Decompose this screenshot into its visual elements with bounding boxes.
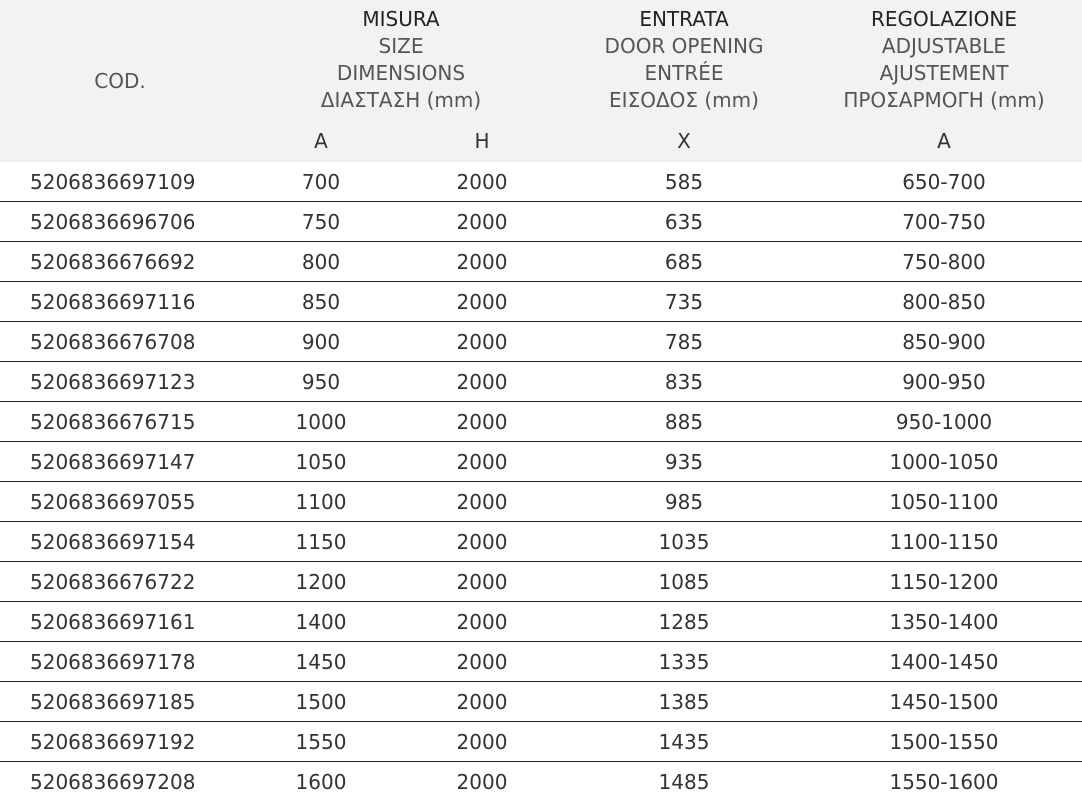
cell-opening-x: 735 (562, 282, 806, 322)
cell-code: 5206836697123 (0, 362, 240, 402)
header-entrata-it: ENTRATA (562, 6, 806, 33)
header-sub-reg-a: A (806, 120, 1082, 162)
cell-adjustable-range: 850-900 (806, 322, 1082, 362)
cell-code: 5206836697109 (0, 162, 240, 202)
cell-code: 5206836676708 (0, 322, 240, 362)
cell-opening-x: 785 (562, 322, 806, 362)
header-entrata-el: ΕΙΣΟΔΟΣ (mm) (562, 87, 806, 114)
cell-code: 5206836697147 (0, 442, 240, 482)
cell-width-a: 1100 (240, 482, 402, 522)
cell-width-a: 1600 (240, 762, 402, 801)
header-regolazione-it: REGOLAZIONE (806, 6, 1082, 33)
cell-adjustable-range: 700-750 (806, 202, 1082, 242)
header-misura-it: MISURA (240, 6, 562, 33)
cell-opening-x: 585 (562, 162, 806, 202)
table-row (0, 522, 1082, 562)
cell-code: 5206836676722 (0, 562, 240, 602)
cell-height-h: 2000 (402, 482, 562, 522)
cell-height-h: 2000 (402, 282, 562, 322)
header-misura-en: SIZE (240, 33, 562, 60)
cell-opening-x: 1085 (562, 562, 806, 602)
cell-height-h: 2000 (402, 602, 562, 642)
cell-opening-x: 635 (562, 202, 806, 242)
cell-opening-x: 1285 (562, 602, 806, 642)
cell-opening-x: 985 (562, 482, 806, 522)
cell-width-a: 850 (240, 282, 402, 322)
header-cod: COD. (0, 0, 240, 162)
cell-code: 5206836676715 (0, 402, 240, 442)
header-sub-a: A (240, 120, 402, 162)
cell-code: 5206836697161 (0, 602, 240, 642)
table-row (0, 562, 1082, 602)
header-entrata-en: DOOR OPENING (562, 33, 806, 60)
cell-height-h: 2000 (402, 762, 562, 801)
cell-width-a: 800 (240, 242, 402, 282)
cell-code: 5206836697208 (0, 762, 240, 801)
cell-opening-x: 1435 (562, 722, 806, 762)
cell-height-h: 2000 (402, 202, 562, 242)
cell-adjustable-range: 950-1000 (806, 402, 1082, 442)
table-row (0, 322, 1082, 362)
cell-adjustable-range: 1400-1450 (806, 642, 1082, 682)
cell-width-a: 900 (240, 322, 402, 362)
cell-opening-x: 1385 (562, 682, 806, 722)
cell-width-a: 700 (240, 162, 402, 202)
cell-width-a: 1550 (240, 722, 402, 762)
cell-height-h: 2000 (402, 442, 562, 482)
cell-opening-x: 885 (562, 402, 806, 442)
cell-width-a: 1450 (240, 642, 402, 682)
cell-height-h: 2000 (402, 642, 562, 682)
cell-adjustable-range: 1550-1600 (806, 762, 1082, 801)
cell-adjustable-range: 1000-1050 (806, 442, 1082, 482)
cell-width-a: 1050 (240, 442, 402, 482)
cell-height-h: 2000 (402, 562, 562, 602)
cell-width-a: 1500 (240, 682, 402, 722)
header-misura-fr: DIMENSIONS (240, 60, 562, 87)
cell-width-a: 1200 (240, 562, 402, 602)
cell-height-h: 2000 (402, 682, 562, 722)
table-header (0, 0, 1082, 162)
cell-adjustable-range: 1150-1200 (806, 562, 1082, 602)
cell-code: 5206836697192 (0, 722, 240, 762)
header-regolazione-el: ΠΡΟΣΑΡΜΟΓΗ (mm) (806, 87, 1082, 114)
cell-adjustable-range: 650-700 (806, 162, 1082, 202)
table-row (0, 162, 1082, 202)
cell-opening-x: 835 (562, 362, 806, 402)
header-entrata (562, 0, 806, 120)
cell-code: 5206836697178 (0, 642, 240, 682)
table-row (0, 762, 1082, 801)
table-body (0, 162, 1082, 801)
cell-height-h: 2000 (402, 522, 562, 562)
table-row (0, 602, 1082, 642)
table-row (0, 682, 1082, 722)
cell-height-h: 2000 (402, 362, 562, 402)
cell-code: 5206836696706 (0, 202, 240, 242)
table-row (0, 242, 1082, 282)
header-group-row (0, 0, 1082, 120)
cell-height-h: 2000 (402, 162, 562, 202)
cell-height-h: 2000 (402, 242, 562, 282)
table-row (0, 282, 1082, 322)
cell-width-a: 1400 (240, 602, 402, 642)
cell-opening-x: 685 (562, 242, 806, 282)
cell-height-h: 2000 (402, 322, 562, 362)
cell-code: 5206836676692 (0, 242, 240, 282)
header-regolazione-fr: AJUSTEMENT (806, 60, 1082, 87)
cell-opening-x: 1485 (562, 762, 806, 801)
cell-code: 5206836697185 (0, 682, 240, 722)
cell-width-a: 950 (240, 362, 402, 402)
header-regolazione (806, 0, 1082, 120)
cell-code: 5206836697154 (0, 522, 240, 562)
cell-width-a: 750 (240, 202, 402, 242)
table-row (0, 402, 1082, 442)
header-sub-h: H (402, 120, 562, 162)
table-row (0, 722, 1082, 762)
header-regolazione-en: ADJUSTABLE (806, 33, 1082, 60)
header-sub-x: X (562, 120, 806, 162)
header-entrata-fr: ENTRÉE (562, 60, 806, 87)
cell-adjustable-range: 1500-1550 (806, 722, 1082, 762)
cell-width-a: 1000 (240, 402, 402, 442)
cell-adjustable-range: 900-950 (806, 362, 1082, 402)
cell-adjustable-range: 1050-1100 (806, 482, 1082, 522)
header-misura (240, 0, 562, 120)
cell-width-a: 1150 (240, 522, 402, 562)
cell-adjustable-range: 800-850 (806, 282, 1082, 322)
cell-opening-x: 1035 (562, 522, 806, 562)
table-row (0, 642, 1082, 682)
cell-adjustable-range: 1450-1500 (806, 682, 1082, 722)
table-row (0, 442, 1082, 482)
cell-adjustable-range: 1100-1150 (806, 522, 1082, 562)
cell-adjustable-range: 750-800 (806, 242, 1082, 282)
cell-opening-x: 1335 (562, 642, 806, 682)
cell-height-h: 2000 (402, 722, 562, 762)
cell-height-h: 2000 (402, 402, 562, 442)
header-misura-el: ΔΙΑΣΤΑΣΗ (mm) (240, 87, 562, 114)
table-row (0, 482, 1082, 522)
cell-opening-x: 935 (562, 442, 806, 482)
table-row (0, 362, 1082, 402)
table-row (0, 202, 1082, 242)
cell-code: 5206836697116 (0, 282, 240, 322)
cell-code: 5206836697055 (0, 482, 240, 522)
cell-adjustable-range: 1350-1400 (806, 602, 1082, 642)
